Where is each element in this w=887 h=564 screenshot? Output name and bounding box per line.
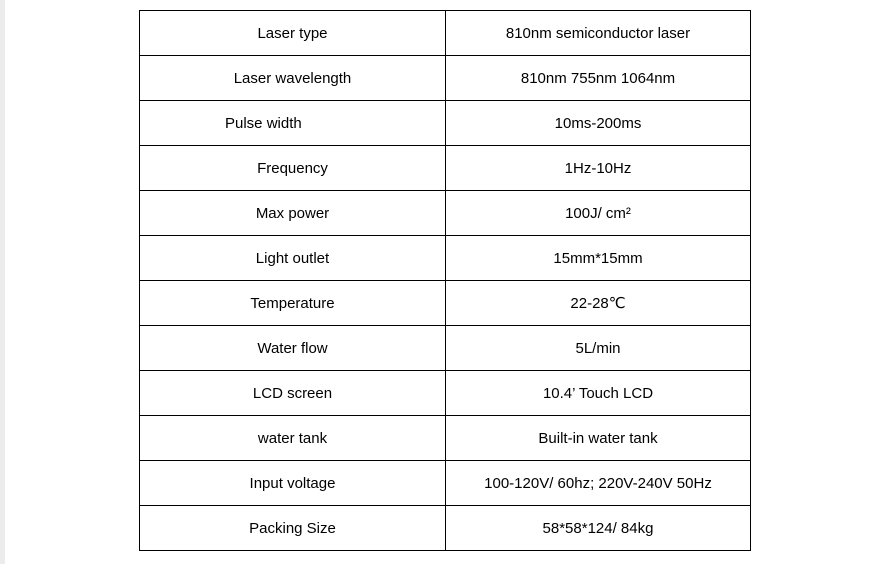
parameter-cell: Frequency — [140, 146, 446, 191]
specification-table — [139, 10, 751, 551]
value-cell: 5L/min — [446, 326, 751, 371]
parameter-cell: Input voltage — [140, 461, 446, 506]
table-row — [140, 506, 751, 551]
table-row — [140, 101, 751, 146]
table-row — [140, 281, 751, 326]
parameter-cell: LCD screen — [140, 371, 446, 416]
value-cell: 100-120V/ 60hz; 220V-240V 50Hz — [446, 461, 751, 506]
value-cell: 15mm*15mm — [446, 236, 751, 281]
parameter-cell: Water flow — [140, 326, 446, 371]
table-row — [140, 11, 751, 56]
table-row — [140, 371, 751, 416]
parameter-cell: Light outlet — [140, 236, 446, 281]
table-row — [140, 191, 751, 236]
value-cell: 1Hz-10Hz — [446, 146, 751, 191]
table-row — [140, 461, 751, 506]
table-row — [140, 56, 751, 101]
value-cell: Built-in water tank — [446, 416, 751, 461]
parameter-cell: Laser type — [140, 11, 446, 56]
value-cell: 10.4’ Touch LCD — [446, 371, 751, 416]
parameter-cell: Pulse width — [140, 101, 446, 146]
table-row — [140, 416, 751, 461]
left-edge-strip — [0, 0, 5, 564]
table-row — [140, 236, 751, 281]
table-row — [140, 326, 751, 371]
parameter-cell: Laser wavelength — [140, 56, 446, 101]
table-row — [140, 146, 751, 191]
value-cell: 100J/ cm² — [446, 191, 751, 236]
value-cell: 22-28℃ — [446, 281, 751, 326]
value-cell: 10ms-200ms — [446, 101, 751, 146]
parameter-cell: Temperature — [140, 281, 446, 326]
parameter-cell: water tank — [140, 416, 446, 461]
value-cell: 810nm semiconductor laser — [446, 11, 751, 56]
parameter-cell: Max power — [140, 191, 446, 236]
value-cell: 58*58*124/ 84kg — [446, 506, 751, 551]
parameter-cell: Packing Size — [140, 506, 446, 551]
value-cell: 810nm 755nm 1064nm — [446, 56, 751, 101]
